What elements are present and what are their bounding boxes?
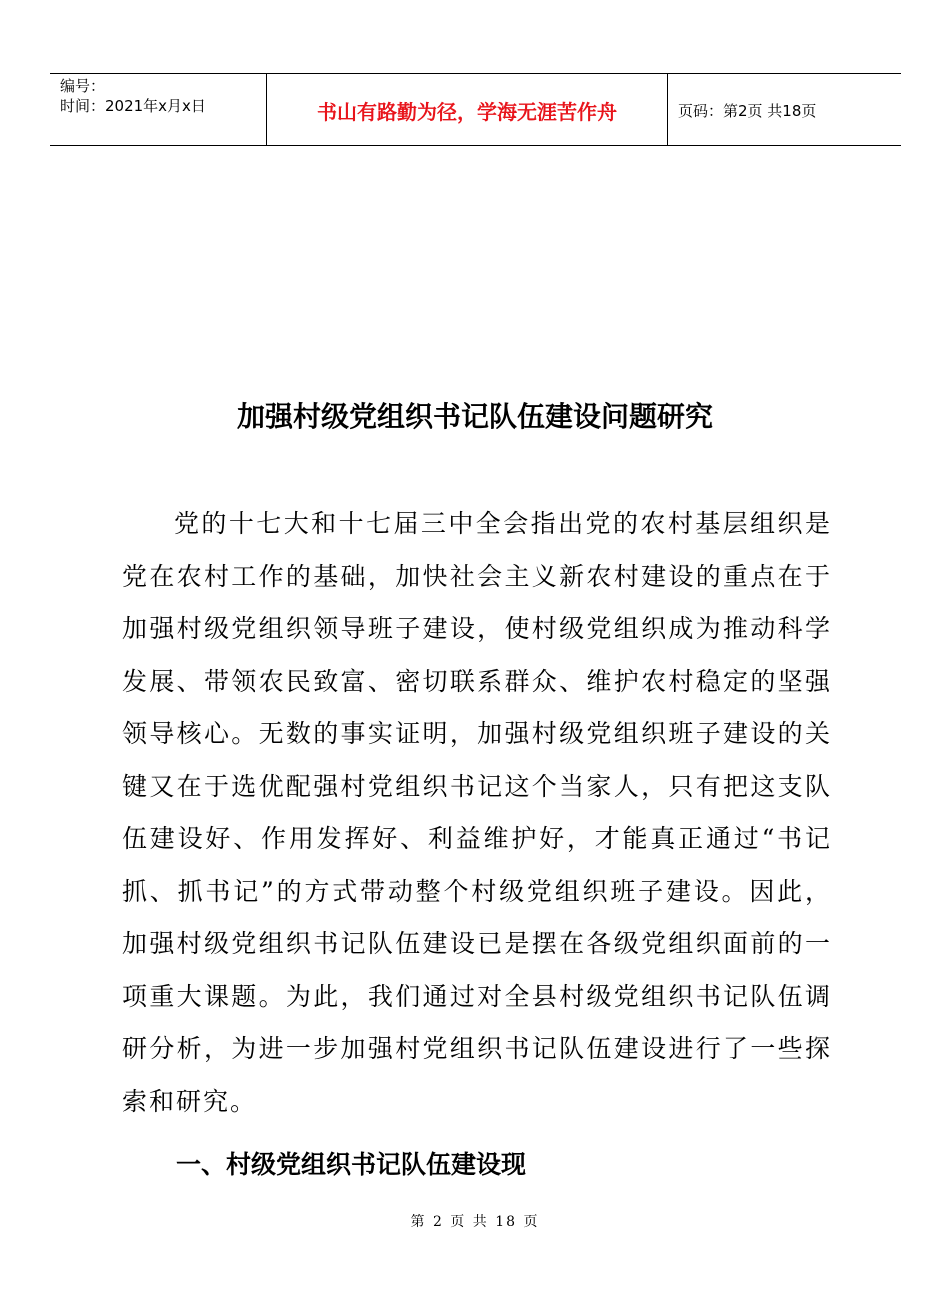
header-time-label: 时间：2021年x月x日 xyxy=(60,97,206,115)
header-bottom-rule xyxy=(50,145,901,146)
body-paragraph: 党的十七大和十七届三中全会指出党的农村基层组织是党在农村工作的基础，加快社会主义新农村建设的重点在于加强村级党组织领导班子建设，使村级党组织成为推动科学发展、带领农民致富、密切联系群众、维护农村稳定的坚强领导核心。无数的事实证明，加强村级党组织班子建设的关键又在于选优配强村党组织书记这个当家人，只有把这支队伍建设好、作用发挥好、利益维护好，才能真正通过“书记抓、抓书记”的方式带动整个村级党组织班子建设。因此，加强村级党组织书记队伍建设已是摆在各级党组织面前的一项重大课题。为此，我们通过对全县村级党组织书记队伍调研分析，为进一步加强村党组织书记队伍建设进行了一些探索和研究。 xyxy=(122,509,832,1116)
header-top-rule xyxy=(50,73,901,74)
document-title: 加强村级党组织书记队伍建设问题研究 xyxy=(236,400,713,433)
header-number-label: 编号： xyxy=(60,77,106,95)
header-meta xyxy=(60,76,206,116)
section-heading: 一、村级党组织书记队伍建设现 xyxy=(176,1150,527,1179)
header-divider-right xyxy=(667,73,668,146)
header-motto: 书山有路勤为径，学海无涯苦作舟 xyxy=(317,100,617,124)
page-footer: 第 2 页 共 18 页 xyxy=(410,1214,540,1230)
header-page-label: 页码：第2页 共18页 xyxy=(678,102,817,120)
